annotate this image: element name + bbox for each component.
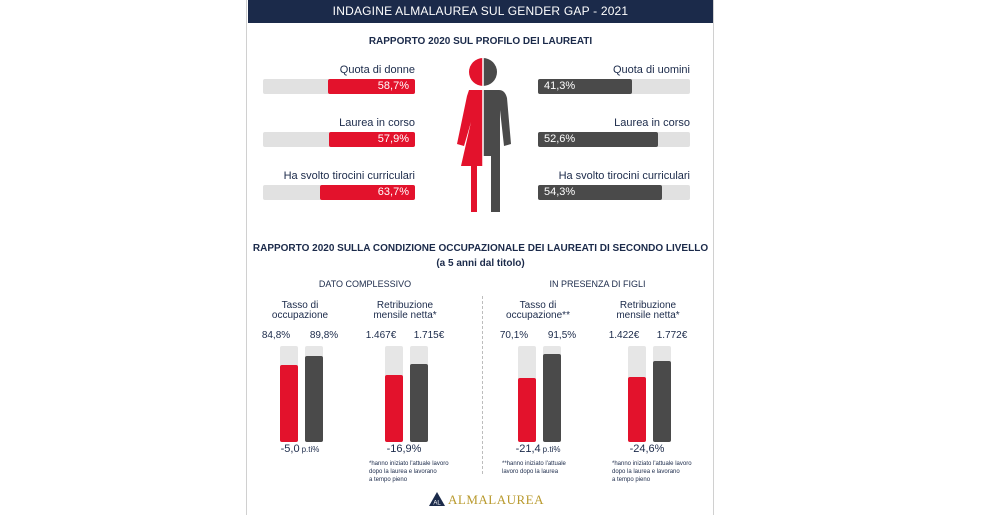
men-vbar <box>543 354 561 442</box>
gap-unit: p.ti% <box>542 445 561 454</box>
men-vbar-track <box>305 346 323 442</box>
men-value: 1.715€ <box>413 330 445 341</box>
men-row-label: Ha svolto tirocini curriculari <box>558 170 690 182</box>
women-bar: 63,7% <box>320 185 415 200</box>
women-bar: 58,7% <box>328 79 415 94</box>
women-row-label: Ha svolto tirocini curriculari <box>283 170 415 182</box>
logo-mark: AL <box>433 500 441 507</box>
gap-number: -21,4 <box>515 443 541 455</box>
footnote-line: *hanno iniziato l'attuale lavoro <box>369 461 449 467</box>
almalaurea-logo-text: ALMALAUREA <box>448 492 544 507</box>
men-vbar <box>305 356 323 442</box>
metric-title-line-2: occupazione** <box>506 310 570 321</box>
gap-value <box>260 443 340 455</box>
metric-title-line-1: Tasso di <box>281 300 319 311</box>
women-bar: 57,9% <box>329 132 415 147</box>
men-row-label: Quota di uomini <box>612 64 690 76</box>
women-value: 1.422€ <box>608 330 640 341</box>
footnote-line: lavoro dopo la laurea <box>502 469 559 475</box>
metric-title-line-1: Retribuzione <box>376 300 434 311</box>
metric-title-line-2: mensile netta* <box>373 310 437 321</box>
men-vbar <box>410 364 428 442</box>
footnote-line: a tempo pieno <box>369 477 408 483</box>
men-vbar-track <box>410 346 428 442</box>
gap-value <box>365 443 445 455</box>
women-vbar-track <box>628 346 646 442</box>
men-value: 89,8% <box>309 330 339 341</box>
men-value: 1.772€ <box>656 330 688 341</box>
frame-left-border <box>246 0 247 515</box>
men-vbar-track <box>653 346 671 442</box>
group-title: IN PRESENZA DI FIGLI <box>549 279 646 289</box>
gap-number: -5,0 <box>280 443 300 455</box>
women-value: 84,8% <box>261 330 291 341</box>
footnote-line: **hanno iniziato l'attuale <box>502 461 566 467</box>
women-vbar <box>628 377 646 442</box>
men-row-label: Laurea in corso <box>614 117 690 129</box>
men-bar: 52,6% <box>538 132 658 147</box>
women-vbar-track <box>518 346 536 442</box>
frame-right-border <box>713 0 714 515</box>
employment-title: RAPPORTO 2020 SULLA CONDIZIONE OCCUPAZIONALE DEI LAUREATI DI SECONDO LIVELLO <box>252 243 709 254</box>
group-divider <box>482 296 484 474</box>
footnote-line: *hanno iniziato l'attuale lavoro <box>612 461 692 467</box>
gap-number: -24,6% <box>629 443 665 455</box>
gap-value <box>498 443 578 455</box>
footnote-line: a tempo pieno <box>612 477 651 483</box>
footnote-line: dopo la laurea e lavorano <box>369 469 437 475</box>
gender-person-icon <box>447 56 519 216</box>
almalaurea-logo-icon <box>428 491 446 507</box>
men-vbar-track <box>543 346 561 442</box>
women-vbar <box>518 378 536 442</box>
footnote-line: dopo la laurea e lavorano <box>612 469 680 475</box>
gap-value <box>608 443 688 455</box>
header-banner: INDAGINE ALMALAUREA SUL GENDER GAP - 2021 <box>248 0 713 23</box>
metric-title-line-2: mensile netta* <box>616 310 680 321</box>
men-bar: 54,3% <box>538 185 662 200</box>
women-value: 1.467€ <box>365 330 397 341</box>
employment-subtitle: (a 5 anni dal titolo) <box>436 258 525 269</box>
metric-title-line-1: Tasso di <box>519 300 557 311</box>
women-vbar-track <box>385 346 403 442</box>
women-vbar <box>385 375 403 442</box>
metric-title-line-2: occupazione <box>271 310 329 321</box>
women-vbar-track <box>280 346 298 442</box>
metric-title-line-1: Retribuzione <box>619 300 677 311</box>
women-value: 70,1% <box>499 330 529 341</box>
women-row-label: Laurea in corso <box>339 117 415 129</box>
men-bar: 41,3% <box>538 79 632 94</box>
men-vbar <box>653 361 671 442</box>
women-vbar <box>280 365 298 442</box>
profile-title: RAPPORTO 2020 SUL PROFILO DEI LAUREATI <box>368 36 593 47</box>
women-row-label: Quota di donne <box>339 64 415 76</box>
gap-unit: p.ti% <box>301 445 320 454</box>
men-value: 91,5% <box>547 330 577 341</box>
group-title: DATO COMPLESSIVO <box>318 279 412 289</box>
gap-number: -16,9% <box>386 443 422 455</box>
